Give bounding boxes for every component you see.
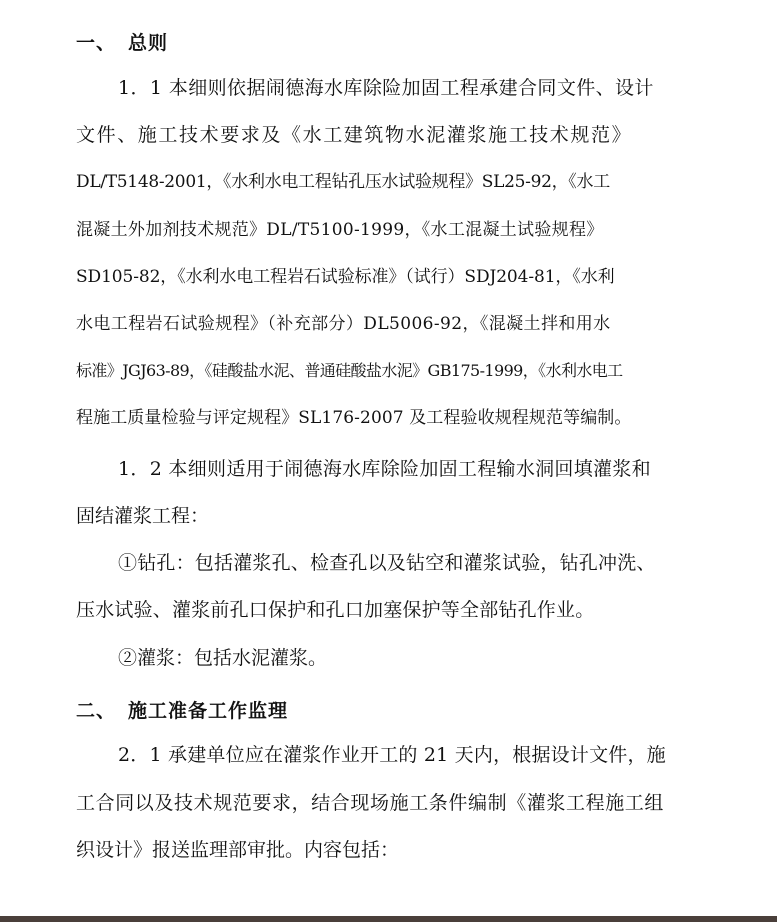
section-title: 总则 [128,32,169,54]
paragraph-line: SD105-82，《水利水电工程岩石试验标准》（试行）SDJ204-81，《水利 [76,267,615,287]
paragraph-line: 固结灌浆工程： [76,505,210,527]
paragraph-line: 织设计》报送监理部审批。内容包括： [76,839,400,861]
paragraph-line: 程施工质量检验与评定规程》SL176-2007 及工程验收规程规范等编制。 [76,408,632,428]
paragraph-line: DL/T5148-2001，《水利水电工程钻孔压水试验规程》SL25-92，《水工 [76,172,610,192]
paragraph-line: 标准》JGJ63-89，《硅酸盐水泥、普通硅酸盐水泥》GB175-1999，《水利水电工 [76,361,623,380]
section-heading-1 [76,28,168,55]
section-title: 施工准备工作监理 [128,700,289,722]
paragraph-line: 工合同以及技术规范要求，结合现场施工条件编制《灌浆工程施工组 [76,792,665,814]
paragraph-line: 压水试验、灌浆前孔口保护和孔口加塞保护等全部钻孔作业。 [76,599,595,621]
paragraph-line: 1．1 本细则依据闹德海水库除险加固工程承建合同文件、设计 [118,77,654,99]
section-heading-2 [76,696,288,723]
paragraph-line: 文件、施工技术要求及《水工建筑物水泥灌浆施工技术规范》 [76,124,633,146]
paragraph-line: 混凝土外加剂技术规范》DL/T5100-1999，《水工混凝土试验规程》 [76,220,604,240]
paragraph-line: 水电工程岩石试验规程》（补充部分）DL5006-92，《混凝土拌和用水 [76,314,611,334]
section-number: 一、 [76,32,117,54]
page-bottom-edge [0,916,777,922]
paragraph-line: 2．1 承建单位应在灌浆作业开工的 21 天内，根据设计文件，施 [118,744,666,766]
paragraph-line: 1．2 本细则适用于闹德海水库除险加固工程输水洞回填灌浆和 [118,458,651,480]
section-number: 二、 [76,700,117,722]
paragraph-line: ①钻孔：包括灌浆孔、检查孔以及钻空和灌浆试验，钻孔冲洗、 [118,552,656,574]
paragraph-line: ②灌浆：包括水泥灌浆。 [118,647,328,669]
